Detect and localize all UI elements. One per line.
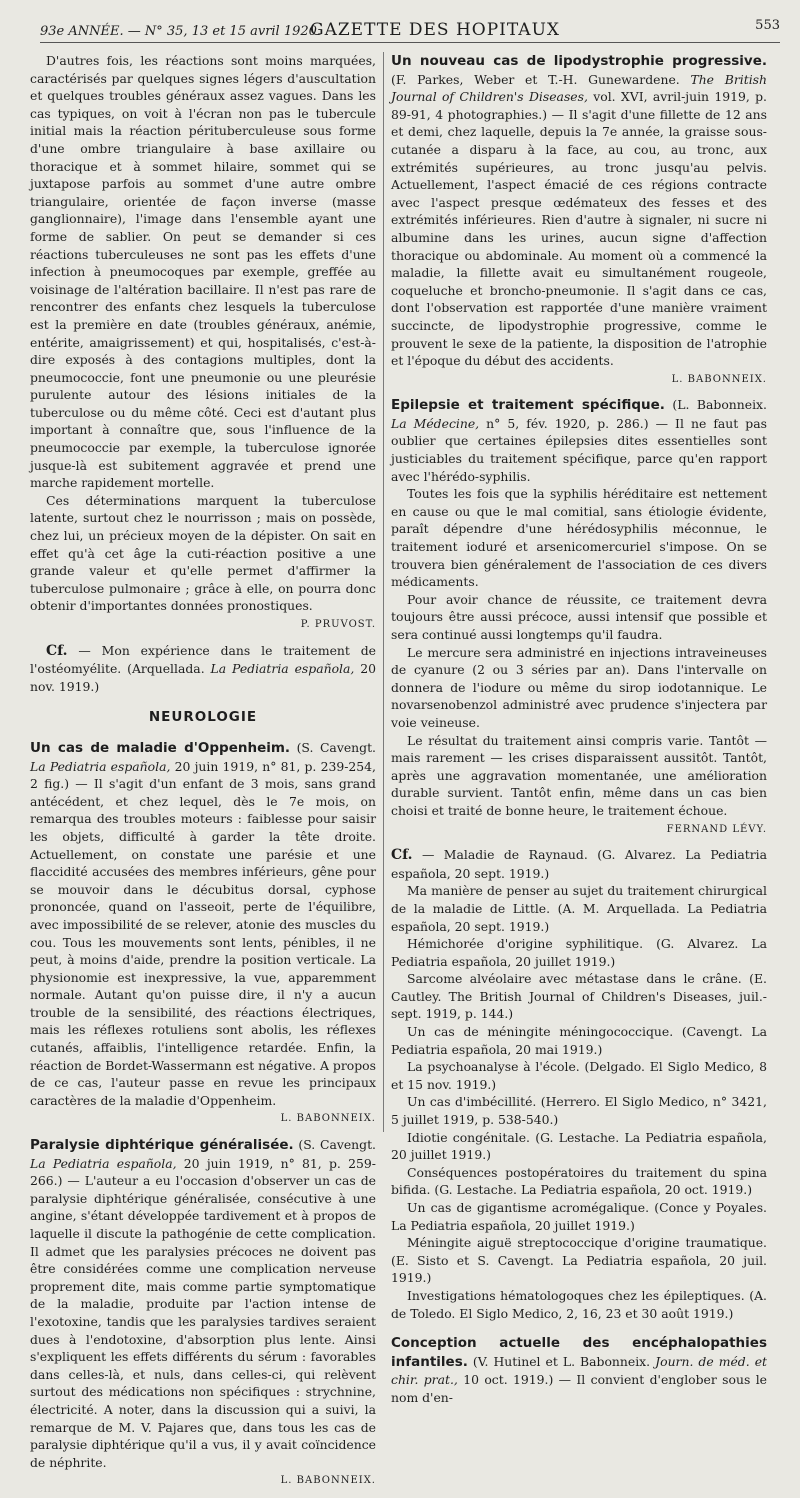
cf-list-item: Un cas de méningite méningococcique. (Cavengt. La Pediatria española, 20 mai 1919.) (391, 1024, 767, 1057)
cf-reference-list (391, 846, 767, 1322)
cf-list-item: Ma manière de penser au sujet du traitement chirurgical de la maladie de Little. (A. M. Arquellada. La Pediatria española, 20 sept. 1919.) (391, 883, 767, 934)
cf-list-item: Un cas d'imbécillité. (Herrero. El Siglo Medico, n° 3421, 5 juillet 1919, p. 538-540.) (391, 1094, 767, 1128)
right-column (391, 52, 767, 1407)
article-epilepsie (391, 396, 767, 485)
cf-list-item: Hémichorée d'origine syphilitique. (G. Alvarez. La Pediatria española, 20 juillet 1919.) (391, 936, 767, 969)
section-heading: NEUROLOGIE (148, 709, 258, 726)
cf-label: Cf. (46, 642, 68, 659)
article-oppenheim (30, 739, 376, 1109)
article-ref: (F. Parkes, Weber et T.-H. Gunewardene. (391, 71, 691, 87)
article-encephalopathies (391, 1334, 767, 1406)
cf-text: — Mon expérience dans le traitement de l'ostéomyélite. (Arquellada. (30, 642, 376, 677)
journal-name: La Pediatria española, (30, 1155, 177, 1171)
article-title: Epilepsie et traitement spécifique. (391, 397, 665, 414)
article-ref: vol. XVI, avril-juin 1919, p. 89-91, 4 photographies.) (391, 89, 767, 122)
author-signature: P. PRUVOST. (300, 619, 376, 630)
page-header (40, 12, 780, 43)
cf-list-item: Idiotie congénitale. (G. Lestache. La Pediatria española, 20 juillet 1919.) (391, 1129, 767, 1163)
journal-name: The British Journal of Children's Diseases, (391, 71, 767, 105)
spacer (391, 1322, 767, 1334)
article-ref: 10 oct. 1919.) (457, 1372, 554, 1388)
article-ref: n° 5, fév. 1920, p. 286.) (479, 415, 649, 431)
cf-label: Cf. (391, 847, 413, 864)
article-paralysie (30, 1136, 376, 1471)
article-lipodystrophie (391, 52, 767, 370)
author-signature: L. BABONNEIX. (280, 1113, 376, 1125)
cf-reference (30, 642, 376, 696)
cf-list-item: Conséquences postopératoires du traitement du spina bifida. (G. Lestache. La Pediatria española, 20 oct. 1919.) (391, 1164, 767, 1198)
cf-list-item: La psychoanalyse à l'école. (Delgado. El Siglo Medico, 8 et 15 nov. 1919.) (391, 1059, 767, 1092)
article-body: — L'auteur a eu l'occasion d'observer un cas de paralysie diphtérique généralisée, consécutive à une angine, s'étant développée tardivement et à propos de laquelle il discute la pathogénie de cette complication. Il admet que les paralysies précoces ne doivent pas être considérées comme une complication nerveuse proprement dite, mais comme partie symptomatique de la maladie, produite par l'action intense de l'exotoxine, tandis que les paralysies tardives seraient dues à l'endotoxine, d'absorption plus lente. Ainsi s'expliquent les effets différents du sérum : favorables dans celles-là, et nuls, dans celles-ci, qui relèvent surtout des médications non spécifiques : strychnine, électricité. A noter, dans la discussion qui a suivi, la remarque de M. V. Pajares que, dans tous les cas de paralysie diphtérique qu'il a vus, il y avait coïncidence de néphrite. (30, 1173, 376, 1470)
author-signature: FERNAND LÉVY. (666, 823, 767, 835)
cf-list-item (391, 846, 767, 882)
journal-name: La Pediatria española, (30, 758, 171, 774)
author-signature: L. BABONNEIX. (280, 1475, 376, 1487)
journal-name: La Pediatria española, (210, 661, 355, 677)
article-body: — Il convient d'englober sous le nom d'en- (391, 1372, 767, 1405)
article-paragraph: D'autres fois, les réactions sont moins marquées, caractérisés par quelques signes légers d'auscultation et quelques troubles généraux assez vagues. Dans les cas typiques, on voit à l'écran non pas le tubercule initial mais la réaction pérituberculeuse sous forme d'une ombre triangulaire à base axillaire ou thoracique et à sommet hilaire, sommet qui se juxtapose parfois au sommet d'une autre ombre triangulaire, orientée de façon inverse (masse ganglionnaire), l'image dans l'ensemble ayant une forme de sablier. On peut se demander si ces réactions tuberculeuses ne sont pas les effets d'une infection à pneumocoques par exemple, greffée au voisinage de l'altération bacillaire. Il n'est pas rare de rencontrer des enfants chez lesquels la tuberculose est la première en date (troubles généraux, anémie, entérite, amaigrissement) et qui, hospitalisés, c'est-à-dire exposés à des contagions multiples, dont la pneumococcie, font une pneumonie ou une pleurésie purulente autour des lésions initiales de la tuberculose ou du même côté. Ceci est d'autant plus important à connaître que, sous l'influence de la pneumococcie par exemple, la tuberculose ignorée jusque-là est subitement aggravée et prend une marche rapidement mortelle. (30, 53, 376, 491)
article-ref: 20 juin 1919, n° 81, p. 239-254, 2 fig.) (30, 758, 376, 792)
author-signature: L. BABONNEIX. (671, 373, 767, 385)
article-body: — Il s'agit d'un enfant de 3 mois, sans grand antécédent, et chez lequel, dès le 7e mois, on remarqua des troubles moteurs : faiblesse pour saisir les objets, difficulté à garder la tête droite. Actuellement, on constate une parésie et une flaccidité accusées des membres inférieurs, gêne pour se mouvoir dans le décubitus dorsal, cyphose prononcée, quand on l'asseoit, perte de l'équilibre, avec impossibilité de se relever, atonie des muscles du cou. Tous les mouvements sont lents, pénibles, il ne peut, à moins d'aide, prendre la position verticale. La physionomie est inexpressive, la vue, apparemment normale. Autant qu'on puisse dire, il n'y a aucun trouble de la sensibilité, des réactions électriques, mais les réflexes rotuliens sont abolis, les réflexes cutanés, affaiblis, l'intelligence retardée. Enfin, la réaction de Bordet-Wassermann est négative. A propos de ce cas, l'auteur passe en revue les principaux caractères de la maladie d'Oppenheim. (30, 776, 376, 1108)
left-column (30, 52, 376, 1498)
article-ref: (S. Cavengt. (290, 739, 376, 755)
article-paragraph: Pour avoir chance de réussite, ce traitement devra toujours être aussi précoce, aussi intensif que possible et sera continué aussi longtemps qu'il faudra. (391, 591, 767, 642)
cf-list-item: Un cas de gigantisme acromégalique. (Conce y Poyales. La Pediatria española, 20 juillet 1919.) (391, 1200, 767, 1233)
journal-name: Journ. de méd. et chir. prat., (391, 1353, 767, 1388)
article-paragraph: Le résultat du traitement ainsi compris varie. Tantôt — mais rarement — les crises disparaissent aussitôt. Tantôt, après une aggravation momentanée, une amélioration durable survient. Tantôt enfin, même dans un cas bien choisi et traité de bonne heure, le traitement échoue. (391, 732, 767, 818)
article-paragraph: Toutes les fois que la syphilis héréditaire est nettement en cause ou que le mal comitial, sans étiologie évidente, paraît dépendre d'une hérédosyphilis méconnue, le traitement ioduré et arsenicomercuriel s'impose. On se trouvera bien généralement de l'association de ces divers médicaments. (391, 486, 767, 590)
page-number: 553 (755, 18, 780, 33)
cf-list-text: — Maladie de Raynaud. (G. Alvarez. La Pediatria española, 20 sept. 1919.) (391, 847, 767, 881)
article-ref: 20 juin 1919, n° 81, p. 259-266.) (30, 1155, 376, 1189)
article-paragraph: Ces déterminations marquent la tuberculose latente, surtout chez le nourrisson ; mais on possède, chez lui, un précieux moyen de la dépister. On sait en effet qu'à cet âge la cuti-réaction positive a une grande valeur et qu'elle permet d'affirmer la tuberculose pulmonaire ; grâce à elle, on pourra donc obtenir d'importantes données pronostiques. (30, 492, 376, 614)
cf-list-item: Sarcome alvéolaire avec métastase dans le crâne. (E. Cautley. The British Journal of Children's Diseases, juil.-sept. 1919, p. 144.) (391, 971, 767, 1022)
issue-info: 93e ANNÉE. — N° 35, 13 et 15 avril 1920. (40, 24, 322, 39)
cf-list-item: Investigations hématologoques chez les épileptiques. (A. de Toledo. El Siglo Medico, 2, 16, 23 et 30 août 1919.) (391, 1287, 767, 1321)
article-title: Paralysie diphtérique généralisée. (30, 1137, 294, 1154)
journal-name: La Médecine, (391, 415, 480, 431)
column-divider (383, 52, 384, 1132)
article-ref: (L. Babonneix. (664, 397, 767, 413)
article-body: — Il s'agit d'une fillette de 12 ans et demi, chez laquelle, depuis la 7e année, la graisse sous-cutanée a disparu à la face, au cou, au tronc, aux extrémités supérieures, au tronc jusqu'au pelvis. Actuellement, l'aspect émacié de ces régions contracte avec l'aspect presque œdémateux des fesses et des extrémités inférieures. Rien d'autre à signaler, ni sucre ni albumine dans les urines, aucun signe d'affection thoracique ou abdominale. Au moment où a commencé la maladie, la fillette avait eu simultanément rougeole, coqueluche et broncho-pneumonie. Il s'agit dans ce cas, dont l'observation est rapportée d'une manière vraiment succincte, de lipodystrophie progressive, comme le prouvent le sexe de la patiente, la disposition de l'atrophie et l'époque du début des accidents. (391, 106, 767, 369)
article-title: Un nouveau cas de lipodystrophie progressive. (391, 53, 767, 69)
article-paragraph: Le mercure sera administré en injections intraveineuses de cyanure (2 ou 3 séries par an). Dans l'intervalle on donnera de l'iodure ou même du sirop iodotannique. Le novarsenobenzol administré avec prudence s'injectera par voie veineuse. (391, 644, 767, 730)
journal-title: GAZETTE DES HOPITAUX (310, 20, 561, 40)
cf-list-item: Méningite aiguë streptococcique d'origine traumatique. (E. Sisto et S. Cavengt. La Pediatria española, 20 juil. 1919.) (391, 1235, 767, 1286)
article-body: — Il ne faut pas oublier que certaines épilepsies dites essentielles sont justiciables du traitement spécifique, parce qu'en rapport avec l'hérédo-syphilis. (391, 415, 767, 484)
article-title: Conception actuelle des encéphalopathies infantiles. (391, 1335, 767, 1370)
article-ref: (V. Hutinel et L. Babonneix. (467, 1353, 656, 1369)
article-title: Un cas de maladie d'Oppenheim. (30, 739, 291, 756)
article-ref: (S. Cavengt. (293, 1137, 376, 1153)
cf-ref: 20 nov. 1919.) (30, 661, 376, 694)
